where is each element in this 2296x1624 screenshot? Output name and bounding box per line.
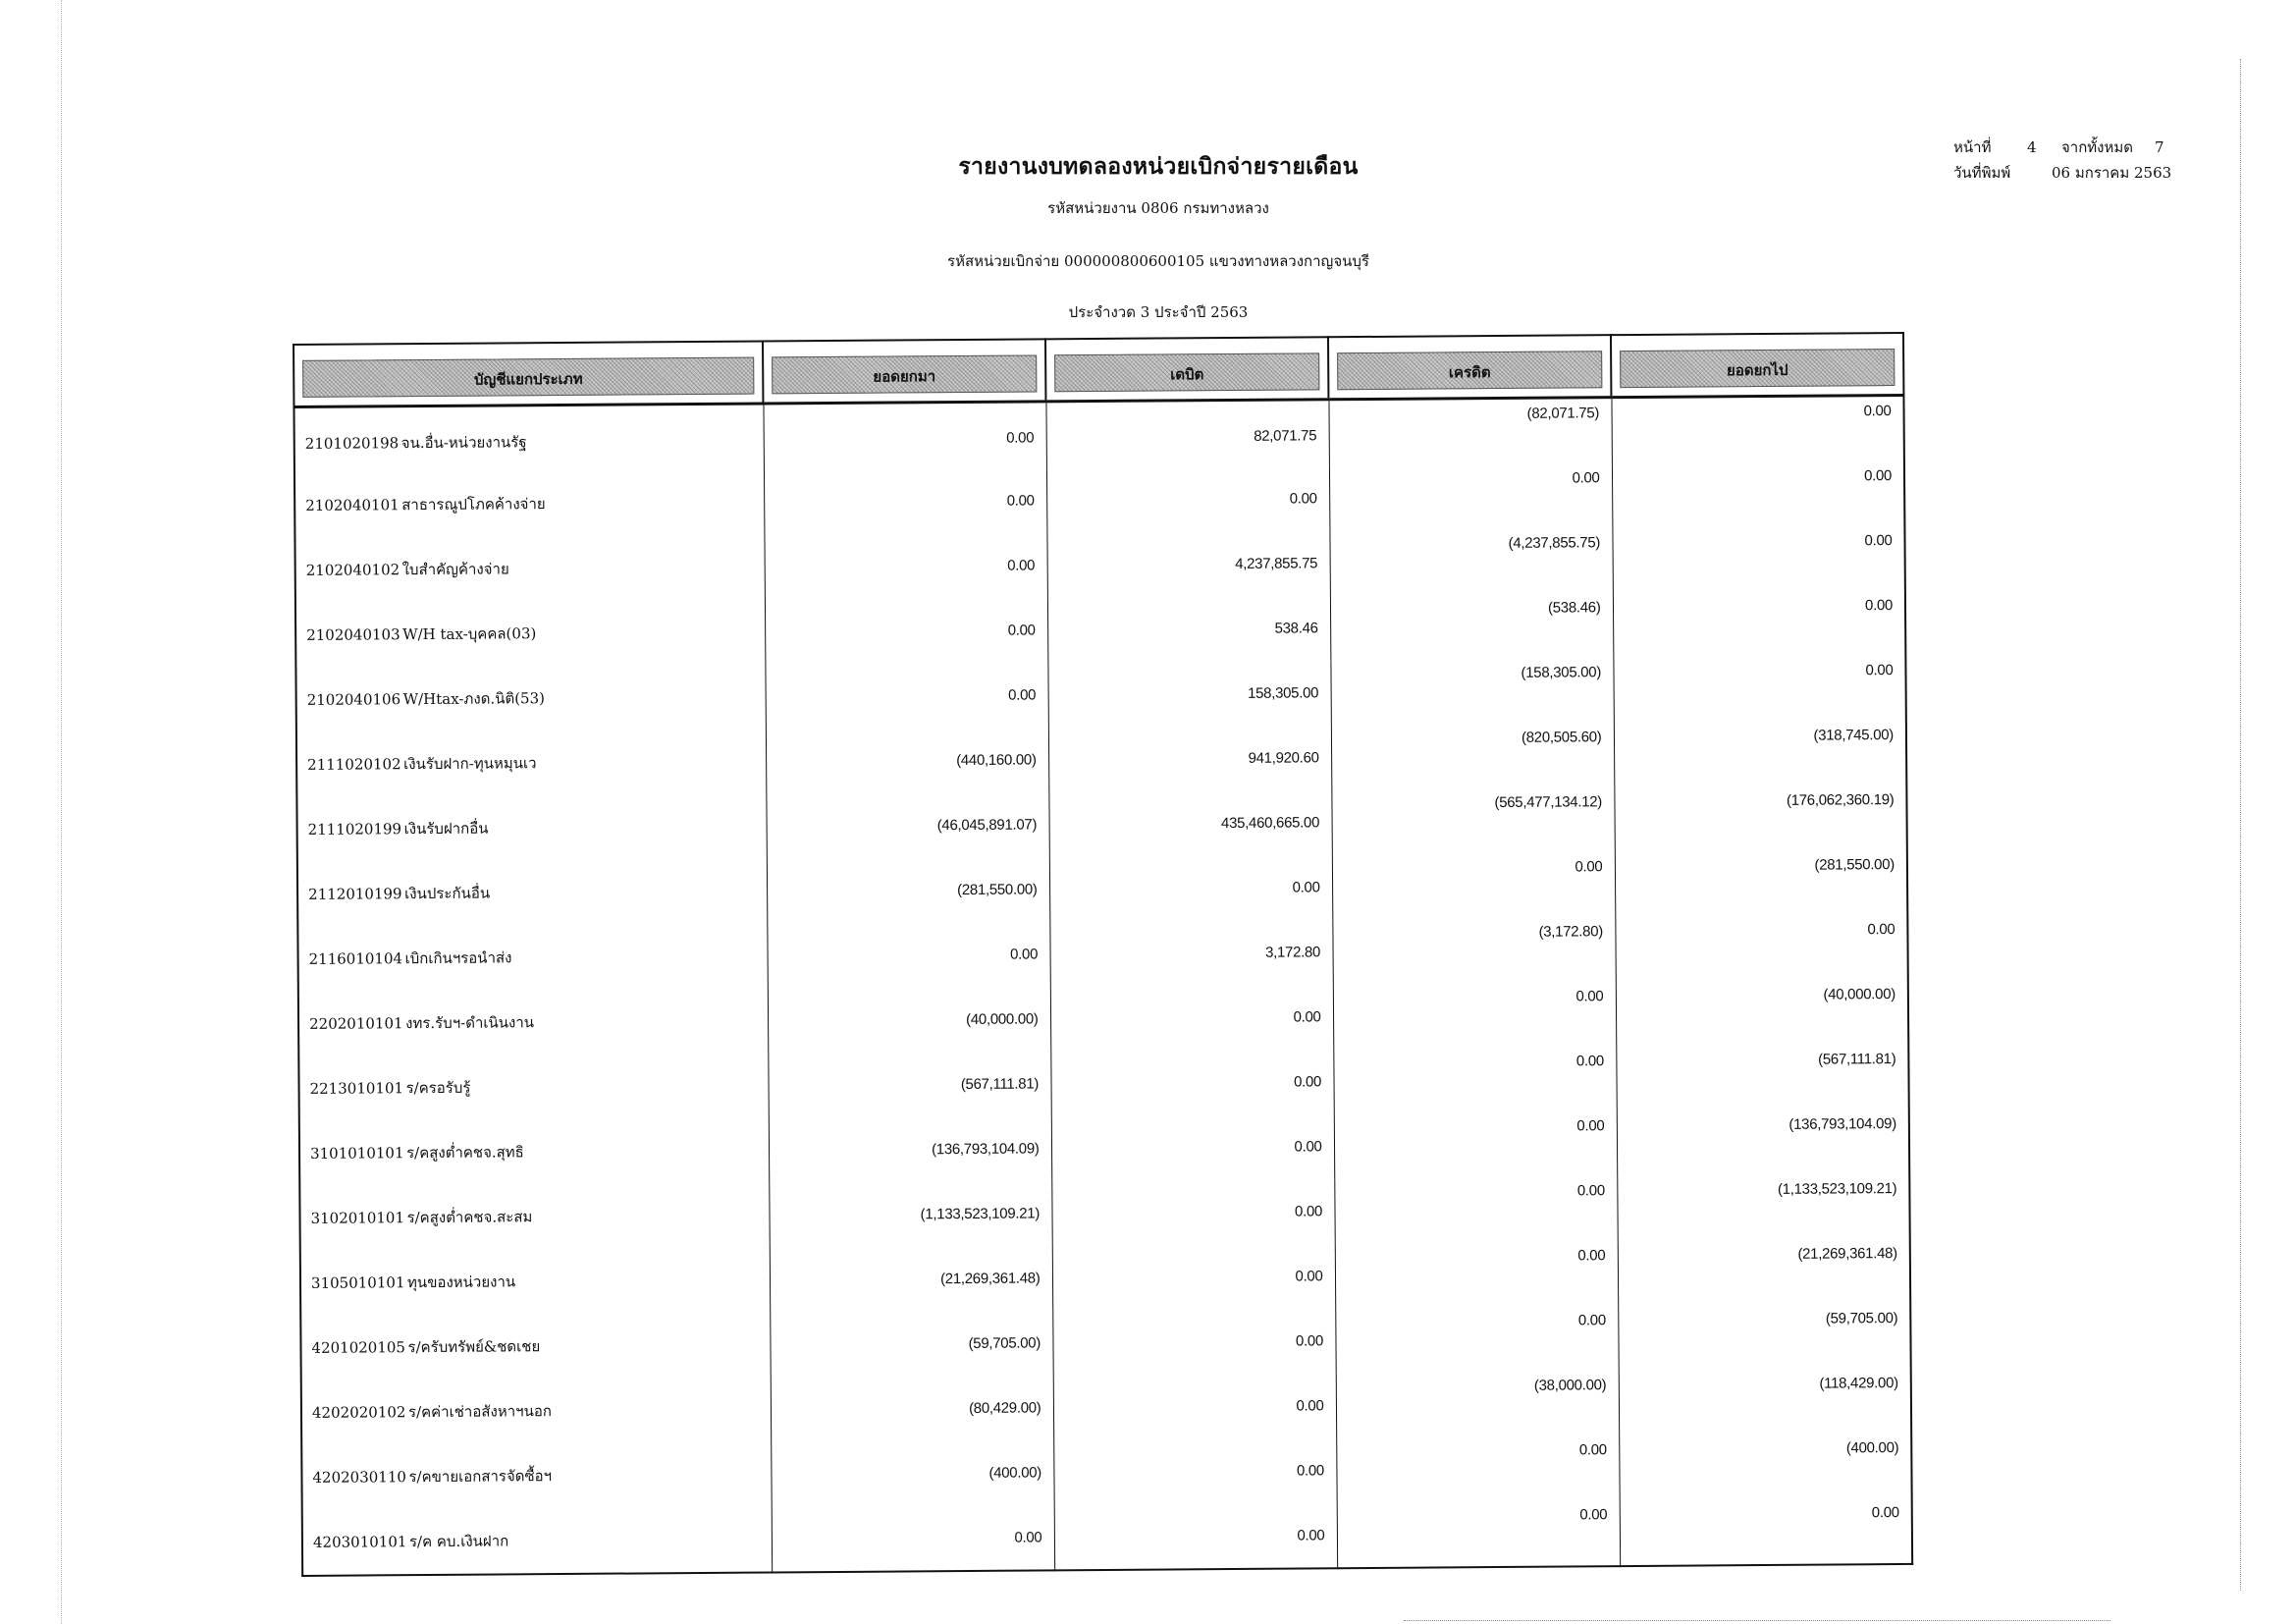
scan-edge-bottom <box>1404 1620 2110 1621</box>
account-name: ร/ค คบ.เงินฝาก <box>408 1532 509 1551</box>
table-row <box>298 1045 1908 1121</box>
account-cell <box>297 858 767 927</box>
credit-cell: 0.00 <box>1337 1500 1620 1568</box>
account-name: เงินรับฝากอื่น <box>403 819 489 839</box>
account-cell <box>297 923 767 992</box>
account-code: 2101020198 <box>304 433 400 453</box>
closing-balance-cell: (281,550.00) <box>1615 850 1907 917</box>
account-code: 4202020102 <box>311 1403 406 1422</box>
account-cell <box>294 534 764 603</box>
closing-balance-cell: (59,705.00) <box>1618 1304 1910 1371</box>
opening-balance-cell: 0.00 <box>764 532 1046 599</box>
account-name: เงินประกันอื่น <box>404 884 491 903</box>
account-name: เงินรับฝาก-ทุนหมุนเว <box>403 754 537 774</box>
credit-cell: (3,172.80) <box>1332 917 1615 984</box>
closing-balance-cell: (318,745.00) <box>1614 721 1906 787</box>
opening-balance-cell: (136,793,104.09) <box>769 1115 1051 1182</box>
credit-cell: 0.00 <box>1333 1047 1616 1113</box>
account-name: ร/คค่าเช่าอสังหาฯนอก <box>407 1402 552 1422</box>
page-info <box>1953 135 2189 186</box>
debit-cell: 0.00 <box>1050 984 1333 1051</box>
header-credit-label: เครดิต <box>1337 351 1602 390</box>
account-name: จน.อื่น-หน่วยงานรัฐ <box>400 432 527 452</box>
opening-balance-cell: (281,550.00) <box>767 856 1049 923</box>
opening-balance-cell: 0.00 <box>765 597 1047 664</box>
header-closing-label: ยอดยกไป <box>1620 349 1895 388</box>
report-title: รายงานงบทดลองหน่วยเบิกจ่ายรายเดือน <box>958 153 1359 180</box>
table-row <box>294 526 1904 603</box>
table-row <box>298 980 1908 1056</box>
opening-balance-cell: (80,429.00) <box>771 1375 1053 1441</box>
header-account <box>294 341 763 406</box>
closing-balance-cell: (176,062,360.19) <box>1614 785 1906 852</box>
credit-cell: 0.00 <box>1329 463 1612 530</box>
table-row <box>301 1369 1911 1445</box>
opening-balance-cell: (567,111.81) <box>768 1051 1050 1117</box>
debit-cell: 0.00 <box>1054 1502 1337 1570</box>
closing-balance-cell: (40,000.00) <box>1616 980 1908 1047</box>
period-line: ประจำงวด 3 ประจำปี 2563 <box>1068 303 1249 321</box>
credit-cell: (820,505.60) <box>1331 723 1614 789</box>
credit-cell: 0.00 <box>1333 982 1616 1049</box>
credit-cell: 0.00 <box>1334 1111 1617 1178</box>
account-cell <box>296 729 766 797</box>
total-pages: 7 <box>2155 138 2164 156</box>
closing-balance-cell: 0.00 <box>1615 915 1907 982</box>
closing-balance-cell: 0.00 <box>1612 461 1904 528</box>
account-code: 3105010101 <box>310 1273 405 1292</box>
opening-balance-cell: (440,160.00) <box>766 727 1048 793</box>
opening-balance-cell: 0.00 <box>772 1504 1054 1572</box>
debit-cell: 3,172.80 <box>1049 919 1332 986</box>
account-code: 4202030110 <box>312 1468 406 1487</box>
credit-cell: (82,071.75) <box>1328 398 1611 466</box>
account-name: ร/คสูงต่ำคชจ.สะสม <box>406 1208 533 1227</box>
account-cell <box>298 1053 768 1121</box>
credit-cell: (158,305.00) <box>1330 658 1613 725</box>
header-opening-label: ยอดยกมา <box>772 354 1037 394</box>
debit-cell: 941,920.60 <box>1048 725 1331 791</box>
account-name: ร/คสูงต่ำคชจ.สุทธิ <box>405 1143 524 1163</box>
account-cell <box>295 664 765 732</box>
debit-cell: 0.00 <box>1053 1437 1336 1504</box>
debit-cell: 82,071.75 <box>1045 400 1328 468</box>
account-code: 2102040102 <box>305 561 400 579</box>
closing-balance-cell: (136,793,104.09) <box>1617 1110 1909 1176</box>
page-label: หน้าที่ <box>1953 138 1992 156</box>
account-name: ร/ครอรับรู้ <box>405 1078 471 1098</box>
credit-cell: (565,477,134.12) <box>1331 787 1614 854</box>
closing-balance-cell: (400.00) <box>1619 1434 1911 1500</box>
print-date: 06 มกราคม 2563 <box>2052 164 2172 182</box>
disbursing-unit-line: รหัสหน่วยเบิกจ่าย 000000800600105 แขวงทางหลวงกาญจนบุรี <box>947 252 1369 270</box>
opening-balance-cell: (40,000.00) <box>768 986 1050 1053</box>
table-header-row <box>294 333 1903 407</box>
account-code: 4203010101 <box>312 1533 407 1551</box>
account-name: W/Htax-ภงด.นิติ(53) <box>402 689 546 709</box>
account-code: 4201020105 <box>311 1338 405 1357</box>
debit-cell: 538.46 <box>1047 595 1330 662</box>
account-name: สาธารณูปโภคค้างจ่าย <box>401 495 546 514</box>
table-row <box>297 850 1907 927</box>
agency-line: รหัสหน่วยงาน 0806 กรมทางหลวง <box>1047 199 1269 217</box>
credit-cell: 0.00 <box>1332 852 1615 919</box>
account-cell <box>300 1247 770 1316</box>
debit-cell: 0.00 <box>1049 854 1332 921</box>
table-row <box>294 395 1903 473</box>
report-header <box>883 147 1433 324</box>
credit-cell: 0.00 <box>1336 1435 1619 1502</box>
credit-cell: (38,000.00) <box>1336 1371 1619 1437</box>
table-row <box>295 656 1905 732</box>
table-row <box>300 1239 1910 1316</box>
credit-cell: 0.00 <box>1335 1306 1618 1373</box>
opening-balance-cell: 0.00 <box>764 467 1046 534</box>
table-row <box>294 461 1904 538</box>
credit-cell: 0.00 <box>1335 1241 1618 1308</box>
opening-balance-cell: (46,045,891.07) <box>766 791 1048 858</box>
opening-balance-cell: (400.00) <box>771 1439 1053 1506</box>
total-label: จากทั้งหมด <box>2061 138 2134 156</box>
account-cell <box>294 469 764 538</box>
scan-edge-right <box>2240 59 2241 1591</box>
closing-balance-cell: 0.00 <box>1613 591 1905 658</box>
table-row <box>297 915 1907 992</box>
header-debit-label: เดบิต <box>1054 352 1319 392</box>
opening-balance-cell: 0.00 <box>765 662 1047 729</box>
account-cell <box>301 1377 771 1445</box>
account-code: 3102010101 <box>310 1209 405 1227</box>
account-cell <box>299 1182 769 1251</box>
account-cell <box>295 599 765 668</box>
debit-cell: 0.00 <box>1052 1308 1335 1375</box>
account-cell <box>296 793 766 862</box>
header-credit <box>1328 335 1611 400</box>
account-name: เบิกเกินฯรอนำส่ง <box>404 948 512 968</box>
table-row <box>295 591 1905 668</box>
closing-balance-cell: 0.00 <box>1611 395 1903 463</box>
print-date-label: วันที่พิมพ์ <box>1953 164 2011 182</box>
header-closing <box>1611 333 1903 398</box>
account-code: 3101010101 <box>309 1144 404 1163</box>
opening-balance-cell: (59,705.00) <box>770 1310 1052 1377</box>
credit-cell: 0.00 <box>1334 1176 1617 1243</box>
opening-balance-cell: (1,133,523,109.21) <box>769 1180 1051 1247</box>
debit-cell: 0.00 <box>1052 1243 1335 1310</box>
account-code: 2102040103 <box>306 625 400 644</box>
account-cell <box>301 1441 771 1510</box>
account-name: ทุนของหน่วยงาน <box>406 1272 516 1292</box>
account-name: งทร.รับฯ-ดำเนินงาน <box>405 1013 535 1033</box>
account-name: ร/คขายเอกสารจัดซื้อฯ <box>408 1467 553 1487</box>
header-opening <box>763 339 1045 404</box>
account-cell <box>300 1312 770 1380</box>
account-cell <box>294 404 763 473</box>
table-row <box>299 1110 1909 1186</box>
debit-cell: 4,237,855.75 <box>1046 530 1329 597</box>
closing-balance-cell: (567,111.81) <box>1616 1045 1908 1111</box>
table-row <box>302 1498 1912 1576</box>
header-account-label: บัญชีแยกประเภท <box>302 357 754 398</box>
closing-balance-cell: 0.00 <box>1620 1498 1912 1566</box>
table-row <box>300 1304 1910 1380</box>
trial-balance-table-wrap <box>293 332 1911 1577</box>
account-code: 2112010199 <box>308 885 402 903</box>
closing-balance-cell: (118,429.00) <box>1619 1369 1911 1435</box>
opening-balance-cell: 0.00 <box>767 921 1049 988</box>
account-cell <box>299 1117 769 1186</box>
credit-cell: (538.46) <box>1330 593 1613 660</box>
account-name: ใบสำคัญค้างจ่าย <box>401 560 509 579</box>
trial-balance-table <box>293 332 1913 1577</box>
account-name: W/H tax-บุคคล(03) <box>402 624 537 644</box>
opening-balance-cell: (21,269,361.48) <box>770 1245 1052 1312</box>
account-code: 2111020102 <box>307 755 401 774</box>
debit-cell: 0.00 <box>1050 1049 1333 1115</box>
account-code: 2202010101 <box>309 1014 403 1033</box>
header-debit <box>1045 337 1328 402</box>
closing-balance-cell: (1,133,523,109.21) <box>1617 1174 1909 1241</box>
account-code: 2116010104 <box>308 949 403 968</box>
scan-edge-left <box>61 0 62 1624</box>
account-cell <box>298 988 768 1056</box>
table-body <box>294 395 1912 1575</box>
page-number-row <box>1953 135 2189 160</box>
account-name: ร/ครับทรัพย์&ชดเชย <box>407 1337 541 1357</box>
debit-cell: 158,305.00 <box>1047 660 1330 727</box>
table-row <box>296 721 1906 797</box>
closing-balance-cell: 0.00 <box>1613 656 1905 723</box>
opening-balance-cell: 0.00 <box>763 402 1045 470</box>
debit-cell: 0.00 <box>1051 1113 1334 1180</box>
page-number: 4 <box>2027 138 2037 156</box>
account-cell <box>302 1506 772 1576</box>
closing-balance-cell: 0.00 <box>1612 526 1904 593</box>
debit-cell: 0.00 <box>1053 1373 1336 1439</box>
closing-balance-cell: (21,269,361.48) <box>1618 1239 1910 1306</box>
credit-cell: (4,237,855.75) <box>1329 528 1612 595</box>
debit-cell: 0.00 <box>1051 1178 1334 1245</box>
debit-cell: 435,460,665.00 <box>1048 789 1331 856</box>
print-date-row <box>1953 160 2189 186</box>
account-code: 2102040101 <box>305 496 400 514</box>
account-code: 2213010101 <box>309 1079 404 1098</box>
account-code: 2102040106 <box>306 690 401 709</box>
account-code: 2111020199 <box>307 820 402 839</box>
debit-cell: 0.00 <box>1046 465 1329 532</box>
table-row <box>299 1174 1909 1251</box>
table-row <box>301 1434 1911 1510</box>
table-row <box>296 785 1906 862</box>
